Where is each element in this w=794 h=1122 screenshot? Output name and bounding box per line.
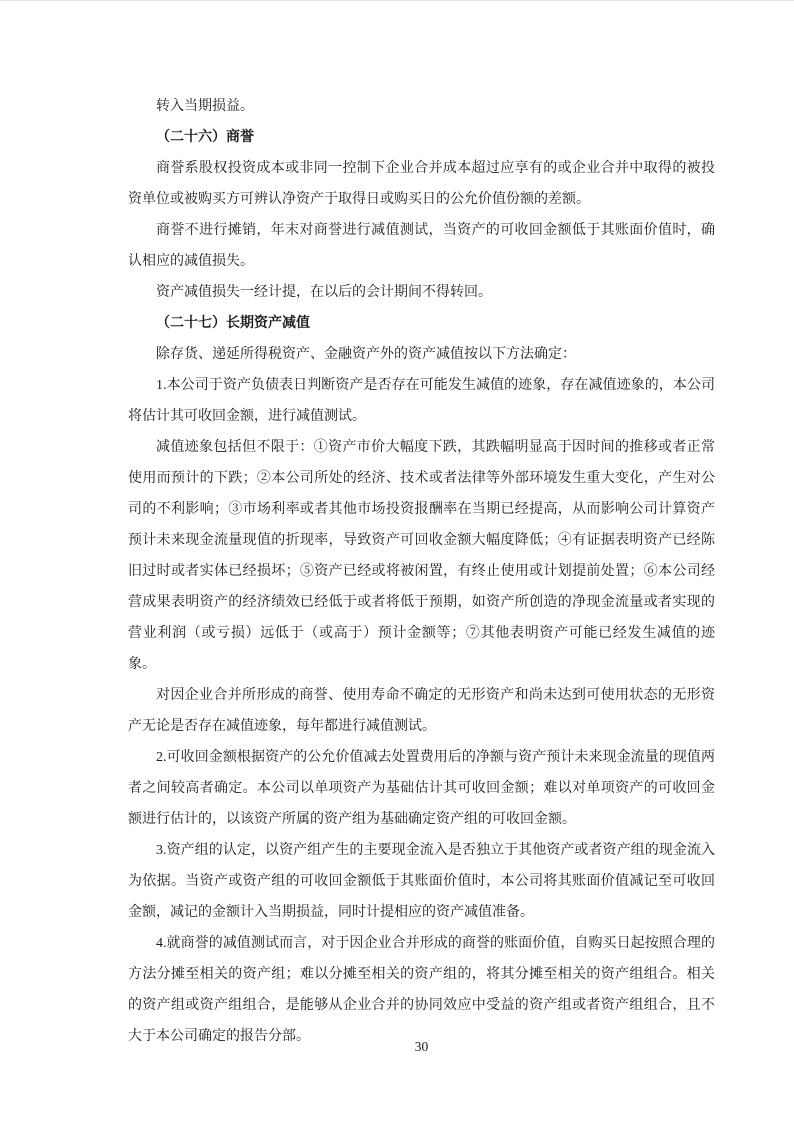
page-number: 30	[414, 1039, 429, 1054]
section-heading: （二十六）商誉	[156, 130, 254, 145]
paragraph: 3.资产组的认定，以资产组产生的主要现金流入是否独立于其他资产或者资产组的现金流入为依据。当资产或资产组的可收回金额低于其账面价值时，本公司将其账面价值减记至可收回金额，减记的金额计入当期损益，同时计提相应的资产减值准备。	[128, 843, 715, 920]
paragraph: 除存货、递延所得税资产、金融资产外的资产减值按以下方法确定：	[156, 347, 576, 362]
paragraph: 转入当期损益。	[156, 99, 254, 114]
paragraph: 2.可收回金额根据资产的公允价值减去处置费用后的净额与资产预计未来现金流量的现值两者之间较高者确定。本公司以单项资产为基础估计其可收回金额；难以对单项资产的可收回金额进行估计的，以该资产所属的资产组为基础确定资产组的可收回金额。	[128, 750, 715, 827]
paragraph: 4.就商誉的减值测试而言，对于因企业合并形成的商誉的账面价值，自购买日起按照合理的方法分摊至相关的资产组；难以分摊至相关的资产组的，将其分摊至相关的资产组组合。相关的资产组或资产组组合，是能够从企业合并的协同效应中受益的资产组或者资产组组合，且不大于本公司确定的报告分部。	[128, 936, 715, 1044]
paragraph: 1.本公司于资产负债表日判断资产是否存在可能发生减值的迹象，存在减值迹象的，本公司将估计其可收回金额，进行减值测试。	[128, 378, 715, 424]
paragraph: 商誉系股权投资成本或非同一控制下企业合并成本超过应享有的或企业合并中取得的被投资单位或被购买方可辨认净资产于取得日或购买日的公允价值份额的差额。	[128, 161, 715, 207]
document-body	[128, 91, 715, 1052]
paragraph: 资产减值损失一经计提，在以后的会计期间不得转回。	[156, 285, 492, 300]
section-heading: （二十七）长期资产减值	[156, 316, 310, 331]
paragraph: 减值迹象包括但不限于：①资产市价大幅度下跌，其跌幅明显高于因时间的推移或者正常使用而预计的下跌；②本公司所处的经济、技术或者法律等外部环境发生重大变化，产生对公司的不利影响；③市场利率或者其他市场投资报酬率在当期已经提高，从而影响公司计算资产预计未来现金流量现值的折现率，导致资产可回收金额大幅度降低；④有证据表明资产已经陈旧过时或者实体已经损坏；⑤资产已经或将被闲置，有终止使用或计划提前处置；⑥本公司经营成果表明资产的经济绩效已经低于或者将低于预期，如资产所创造的净现金流量或者实现的营业利润（或亏损）远低于（或高于）预计金额等；⑦其他表明资产可能已经发生减值的迹象。	[128, 440, 715, 672]
paragraph: 商誉不进行摊销，年末对商誉进行减值测试，当资产的可收回金额低于其账面价值时，确认相应的减值损失。	[128, 223, 715, 269]
paragraph: 对因企业合并所形成的商誉、使用寿命不确定的无形资产和尚未达到可使用状态的无形资产无论是否存在减值迹象，每年都进行减值测试。	[128, 688, 715, 734]
